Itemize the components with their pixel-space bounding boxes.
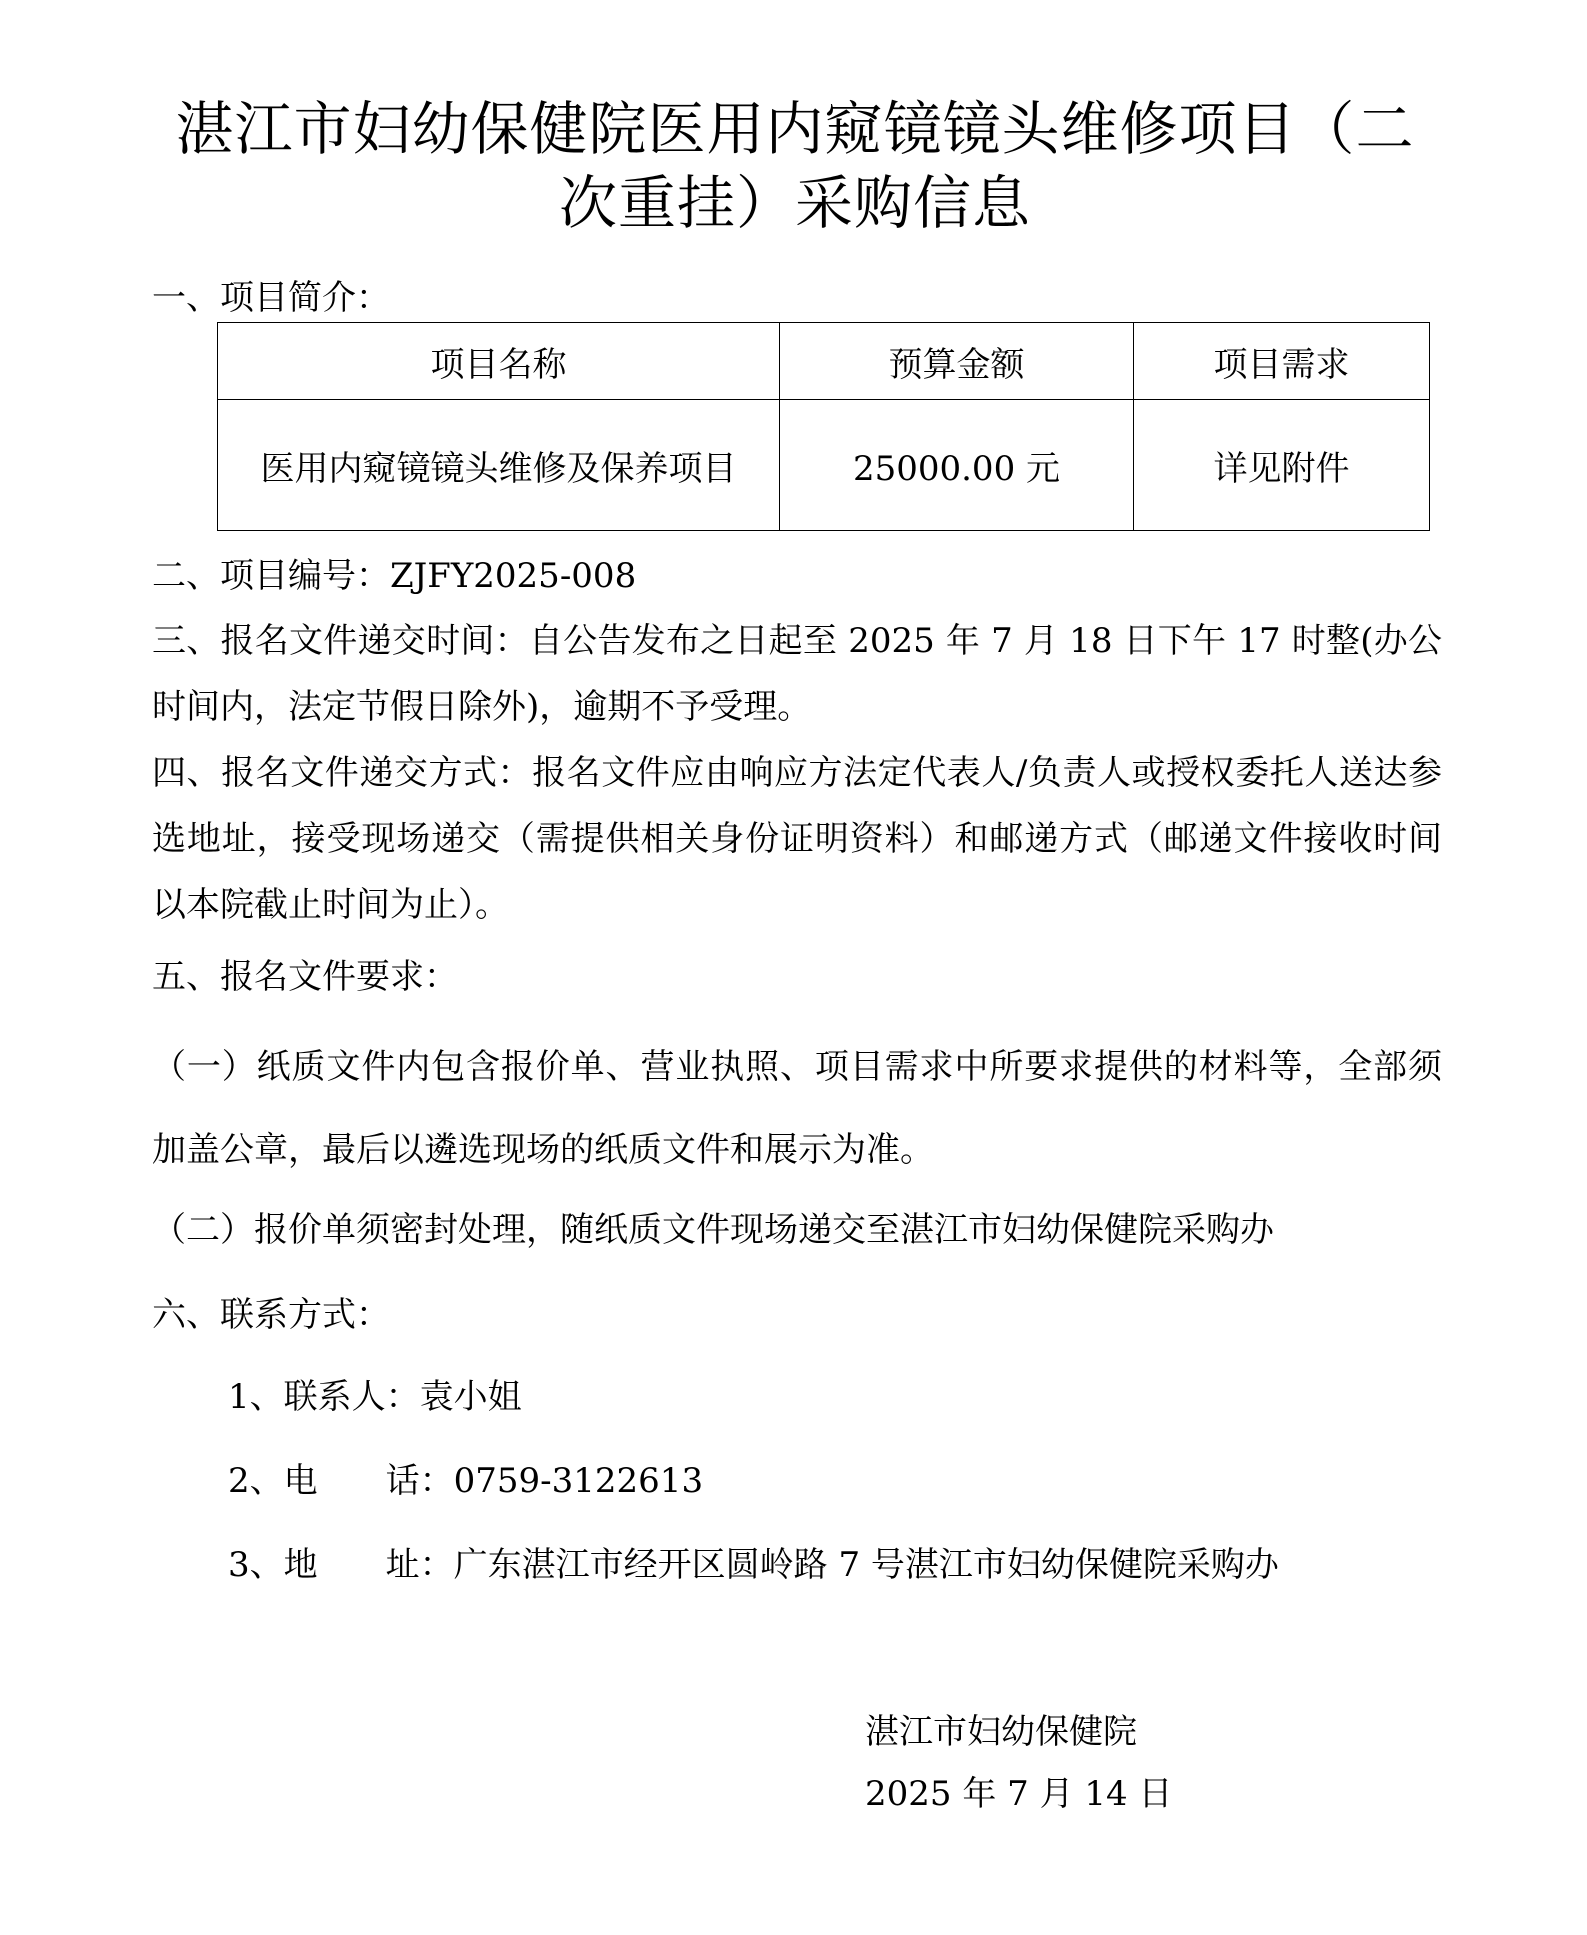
section-6-heading: 六、联系方式： (152, 1295, 390, 1335)
header-budget: 预算金额 (780, 323, 1134, 400)
project-number: 二、项目编号：ZJFY2025-008 (152, 556, 637, 596)
contact-person: 1、联系人：袁小姐 (228, 1377, 522, 1417)
contact-address: 3、地 址：广东湛江市经开区圆岭路 7 号湛江市妇幼保健院采购办 (228, 1545, 1279, 1585)
cell-budget: 25000.00 元 (780, 400, 1134, 531)
requirement-item-1: （一）纸质文件内包含报价单、营业执照、项目需求中所要求提供的材料等，全部须加盖公章，最后以遴选现场的纸质文件和展示为准。 (152, 1047, 1442, 1170)
signature-date: 2025 年 7 月 14 日 (865, 1774, 1173, 1814)
requirement-item-2: （二）报价单须密封处理，随纸质文件现场递交至湛江市妇幼保健院采购办 (152, 1210, 1274, 1250)
cell-project-name: 医用内窥镜镜头维修及保养项目 (218, 400, 780, 531)
submission-time: 三、报名文件递交时间：自公告发布之日起至 2025 年 7 月 18 日下午 17 时整(办公时间内，法定节假日除外)，逾期不予受理。 (152, 621, 1442, 727)
table-row (218, 400, 1430, 531)
header-requirement: 项目需求 (1134, 323, 1430, 400)
project-summary-table (217, 322, 1430, 531)
cell-requirement: 详见附件 (1134, 400, 1430, 531)
contact-phone: 2、电 话：0759-3122613 (228, 1461, 704, 1501)
header-project-name: 项目名称 (218, 323, 780, 400)
document-title: 湛江市妇幼保健院医用内窥镜镜头维修项目（二次重挂）采购信息 (175, 95, 1415, 237)
table-header-row (218, 323, 1430, 400)
section-5-heading: 五、报名文件要求： (152, 957, 458, 997)
section-1-heading: 一、项目简介： (152, 278, 390, 318)
signature-organization: 湛江市妇幼保健院 (865, 1712, 1137, 1752)
submission-method: 四、报名文件递交方式：报名文件应由响应方法定代表人/负责人或授权委托人送达参选地址，接受现场递交（需提供相关身份证明资料）和邮递方式（邮递文件接收时间以本院截止时间为止）。 (152, 753, 1442, 925)
